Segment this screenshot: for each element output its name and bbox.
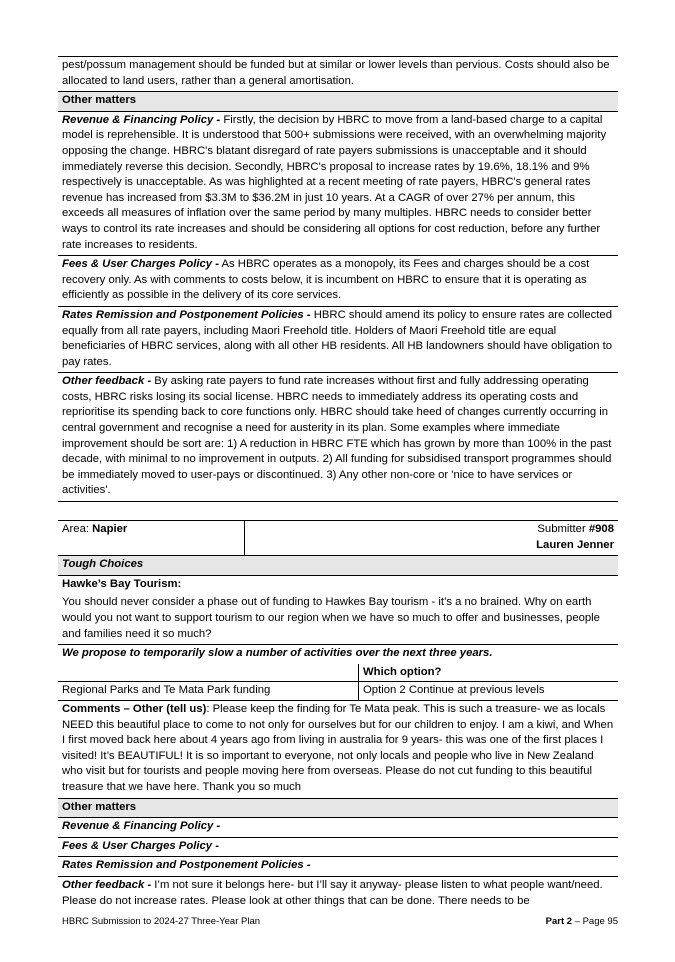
other-matters-heading: Other matters bbox=[58, 91, 618, 111]
fees-charges-text: As HBRC operates as a monopoly, its Fees and charges should be a cost recovery only. As with comments to costs below, it is incumbent on HBRC to ensure that it is operating as efficiently as possible in the delivery of its core services. bbox=[62, 258, 590, 302]
rates-remission-row bbox=[58, 306, 618, 372]
other-feedback-label: Other feedback - bbox=[62, 375, 152, 388]
area-value: Napier bbox=[92, 523, 128, 536]
continuation-paragraph: pest/possum management should be funded but at similar or lower levels than pervious. Costs should also be allocated to land users, rather than a general amortisation. bbox=[58, 56, 618, 91]
slow-activities-heading: We propose to temporarily slow a number of activities over the next three years. bbox=[58, 644, 618, 664]
page-footer bbox=[62, 916, 618, 927]
activity-option-row bbox=[58, 681, 618, 700]
fees-charges-row bbox=[58, 255, 618, 306]
revenue-financing-text: Firstly, the decision by HBRC to move from a land-based charge to a capital model is reprehensible. It is understood that 500+ submissions were received, with an overwhelming majority opposing the change. HBRC's blatant disregard of rate payers submissions is unacceptable and it should immediately reverse this decision. Secondly, HBRC's proposal to increase rates by 19.6%, 18.1% and 9% respectively is unacceptable. As was highlighted at a recent meeting of rate payers, HBRC's general rates revenue has increased from $3.3M to $36.2M in just 10 years. At a CAGR of over 27% per annum, this exceeds all measures of inflation over the same period by many multiples. HBRC needs to consider better ways to control its rate increases and should be considering all options for cost reduction, before any further rate increases to residents. bbox=[62, 113, 607, 251]
tourism-text: You should never consider a phase out of funding to Hawkes Bay tourism - it’s a no brained. Why on earth would you not want to support tourism to our region when we have so much to offer and businesses, people and families need it so much? bbox=[62, 596, 600, 640]
footer-page-number bbox=[546, 916, 618, 927]
other-matters-heading-2: Other matters bbox=[58, 798, 618, 818]
fees-charges-label-2: Fees & User Charges Policy - bbox=[58, 837, 618, 857]
other-feedback-row bbox=[58, 372, 618, 502]
other-feedback-text-2: I’m not sure it belongs here- but I’ll say it anyway- please listen to what people want/need. Please do not increase rates. Please look at other things that can be done. There needs to be bbox=[62, 878, 603, 907]
revenue-financing-label-2: Revenue & Financing Policy - bbox=[58, 817, 618, 837]
which-option-header-row bbox=[58, 664, 618, 682]
other-feedback-text: By asking rate payers to fund rate increases without first and fully addressing operating costs, HBRC risks losing its social license. HBRC needs to immediately address its operating costs and reprioritise its spending back to core functions only. HBRC should take heed of changes currently occurring in central government and recognise a need for austerity in its plan. Some examples where immediate improvement should be sort are: 1) A reduction in HBRC FTE which has grown by more than 100% in the past decade, with minimal to no improvement in outputs. 2) All funding for subsidised transport programmes should be immediately moved to user-pays or discontinued. 3) Any other non-core or 'nice to have services or activities'. bbox=[62, 375, 612, 497]
footer-part: Part 2 bbox=[545, 916, 573, 927]
document-page bbox=[58, 56, 618, 911]
tourism-heading: Hawke’s Bay Tourism: bbox=[58, 575, 618, 595]
footer-page: – Page 95 bbox=[572, 916, 618, 927]
which-option-heading: Which option? bbox=[363, 665, 442, 678]
activity-option: Option 2 Continue at previous levels bbox=[363, 684, 545, 697]
rates-remission-label: Rates Remission and Postponement Policies - bbox=[62, 308, 311, 321]
submitter-name: Lauren Jenner bbox=[536, 538, 614, 551]
area-label: Area: bbox=[62, 523, 93, 536]
revenue-financing-row bbox=[58, 111, 618, 255]
other-feedback-label-2: Other feedback - bbox=[62, 878, 152, 891]
which-option-blank bbox=[58, 664, 359, 682]
fees-charges-label: Fees & User Charges Policy - bbox=[62, 258, 219, 271]
submitter-label: Submitter bbox=[537, 523, 589, 536]
submitter-cell bbox=[245, 521, 618, 555]
comments-label: Comments – Other (tell us) bbox=[62, 702, 207, 715]
tough-choices-heading: Tough Choices bbox=[58, 555, 618, 575]
area-cell bbox=[58, 521, 245, 555]
footer-document-title: HBRC Submission to 2024-27 Three-Year Plan bbox=[62, 916, 261, 927]
submission-header bbox=[58, 520, 618, 555]
comments-row bbox=[58, 700, 618, 798]
rates-remission-text: HBRC should amend its policy to ensure rates are collected equally from all rate payers, including Maori Freehold title. Holders of Maori Freehold title are equal beneficiaries of HBRC services, along with all other HB residents. All HB landowners should have obligation to pay rates. bbox=[62, 308, 613, 368]
revenue-financing-label: Revenue & Financing Policy - bbox=[62, 113, 221, 126]
other-feedback-row-2 bbox=[58, 876, 618, 911]
submitter-number: #908 bbox=[588, 523, 614, 536]
comments-text: : Please keep the finding for Te Mata peak. This is such a treasure- we as locals NEED this beautiful place to come to not only for ourselves but for our children to enjoy. I am a kiwi, and When I first moved back here about 4 years ago from living in australia for 9 years- this was one of the first places I visited! It’s BEAUTIFUL! It is so important to everyone, not only locals and people who live in New Zealand who visit but for tourists and people moving here from overseas. Please do not cut funding to this beautiful treasure that we have here. Thank you so much bbox=[62, 702, 614, 793]
rates-remission-label-2: Rates Remission and Postponement Policies - bbox=[58, 856, 618, 876]
activity-name: Regional Parks and Te Mata Park funding bbox=[58, 682, 359, 700]
